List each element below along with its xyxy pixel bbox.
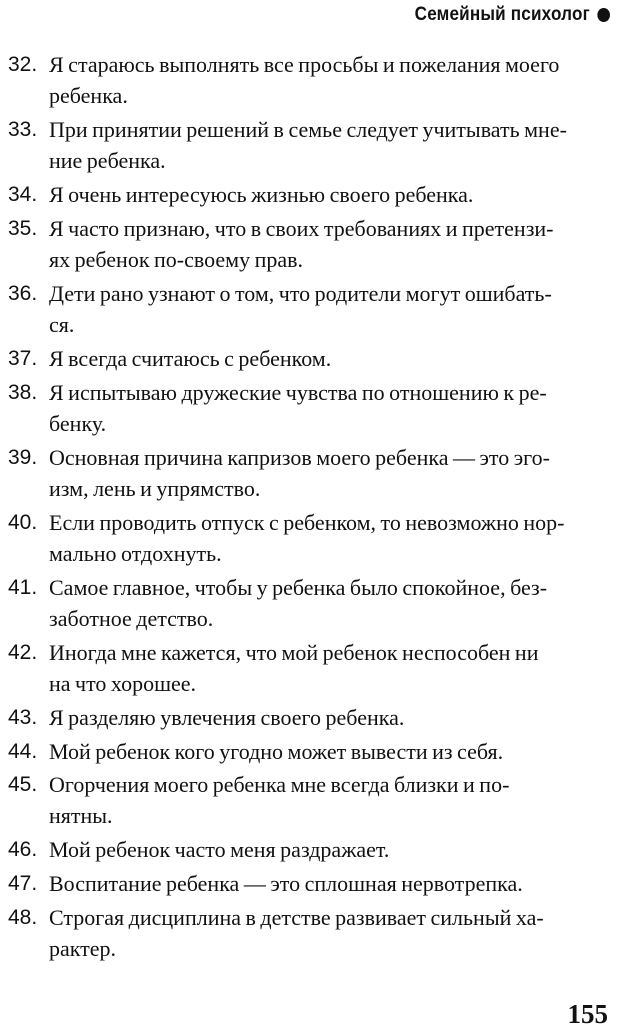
list-item (8, 343, 612, 374)
item-number: 34. (8, 183, 38, 206)
item-text-line: на что хорошее. (49, 671, 197, 696)
item-text-line: Я очень интересуюсь жизнью своего ребенка. (49, 182, 474, 207)
running-header (415, 4, 610, 26)
item-text-line: Огорчения моего ребенка мне всегда близки и по- (49, 772, 510, 797)
item-number: 48. (8, 906, 38, 929)
item-number: 44. (8, 740, 38, 763)
item-text-line: ние ребенка. (49, 148, 166, 173)
list-item (8, 49, 612, 111)
item-number: 36. (8, 282, 38, 305)
item-text-line: ся. (49, 312, 75, 337)
item-number: 47. (8, 872, 38, 895)
item-text-line: Я стараюсь выполнять все просьбы и пожелания моего (49, 52, 560, 77)
item-text-line: Основная причина капризов моего ребенка — это эго- (49, 445, 550, 470)
list-item (8, 736, 612, 767)
item-number: 43. (8, 706, 38, 729)
list-item (8, 114, 612, 176)
item-number: 42. (8, 641, 38, 664)
item-number: 37. (8, 347, 38, 370)
list-item (8, 507, 612, 569)
list-item (8, 278, 612, 340)
item-text-line: заботное детство. (49, 606, 214, 631)
list-item (8, 637, 612, 699)
item-text-line: Если проводить отпуск с ребенком, то невозможно нор- (49, 510, 565, 535)
list-item (8, 572, 612, 634)
item-text-line: рактер. (49, 936, 117, 961)
item-number: 32. (8, 53, 38, 76)
list-item (8, 702, 612, 733)
item-number: 33. (8, 118, 38, 141)
list-item (8, 179, 612, 210)
list-item (8, 377, 612, 439)
item-number: 39. (8, 446, 38, 469)
item-number: 46. (8, 838, 38, 861)
item-text-line: бенку. (49, 411, 107, 436)
item-text-line: Воспитание ребенка — это сплошная нервотрепка. (49, 871, 523, 896)
item-text-line: Дети рано узнают о том, что родители могут ошибать- (49, 281, 552, 306)
page-number: 155 (567, 999, 608, 1029)
list-item (8, 902, 612, 964)
item-text-line: изм, лень и упрямство. (49, 476, 261, 501)
list-item (8, 442, 612, 504)
item-text-line: Самое главное, чтобы у ребенка было спокойное, без- (49, 575, 548, 600)
item-text-line: Строгая дисциплина в детстве развивает сильный ха- (49, 905, 544, 930)
bullet-circle-icon (597, 8, 610, 22)
list-item (8, 213, 612, 275)
item-text-line: Мой ребенок кого угодно может вывести из себя. (49, 739, 504, 764)
item-text-line: При принятии решений в семье следует учитывать мне- (49, 117, 567, 142)
list-item (8, 868, 612, 899)
item-text-line: Я испытываю дружеские чувства по отношению к ре- (49, 380, 547, 405)
item-text-line: мально отдохнуть. (49, 541, 222, 566)
list-item (8, 769, 612, 831)
item-text-line: Иногда мне кажется, что мой ребенок неспособен ни (49, 640, 539, 665)
item-number: 38. (8, 381, 38, 404)
item-text-line: Я разделяю увлечения своего ребенка. (49, 705, 405, 730)
questionnaire-list (8, 49, 612, 967)
item-number: 41. (8, 576, 38, 599)
item-text-line: ребенка. (49, 83, 128, 108)
list-item (8, 834, 612, 865)
item-text-line: Я всегда считаюсь с ребенком. (49, 346, 332, 371)
item-number: 35. (8, 217, 38, 240)
item-text-line: ях ребенок по-своему прав. (49, 247, 303, 272)
item-number: 45. (8, 773, 38, 796)
header-title: Семейный психолог (414, 4, 591, 25)
item-text-line: нятны. (49, 803, 113, 828)
item-text-line: Я часто признаю, что в своих требованиях и претензи- (49, 216, 554, 241)
item-number: 40. (8, 511, 38, 534)
item-text-line: Мой ребенок часто меня раздражает. (49, 837, 390, 862)
